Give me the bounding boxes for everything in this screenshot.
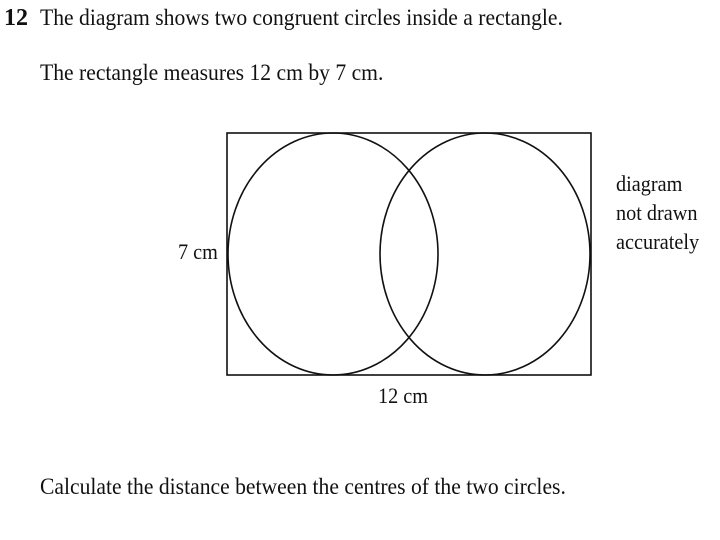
note-line-2: not drawn	[616, 200, 698, 225]
diagram-note	[616, 169, 699, 256]
question-number: 12	[4, 5, 28, 31]
question-prompt: Calculate the distance between the centres of the two circles.	[40, 474, 566, 499]
right-circle	[380, 133, 590, 375]
left-circle	[228, 133, 438, 375]
height-label: 7 cm	[178, 239, 218, 264]
question-title: The diagram shows two congruent circles inside a rectangle.	[40, 5, 563, 30]
note-line-3: accurately	[616, 229, 700, 254]
question-subtitle: The rectangle measures 12 cm by 7 cm.	[40, 60, 384, 85]
width-label: 12 cm	[378, 383, 429, 408]
note-line-1: diagram	[616, 171, 683, 196]
